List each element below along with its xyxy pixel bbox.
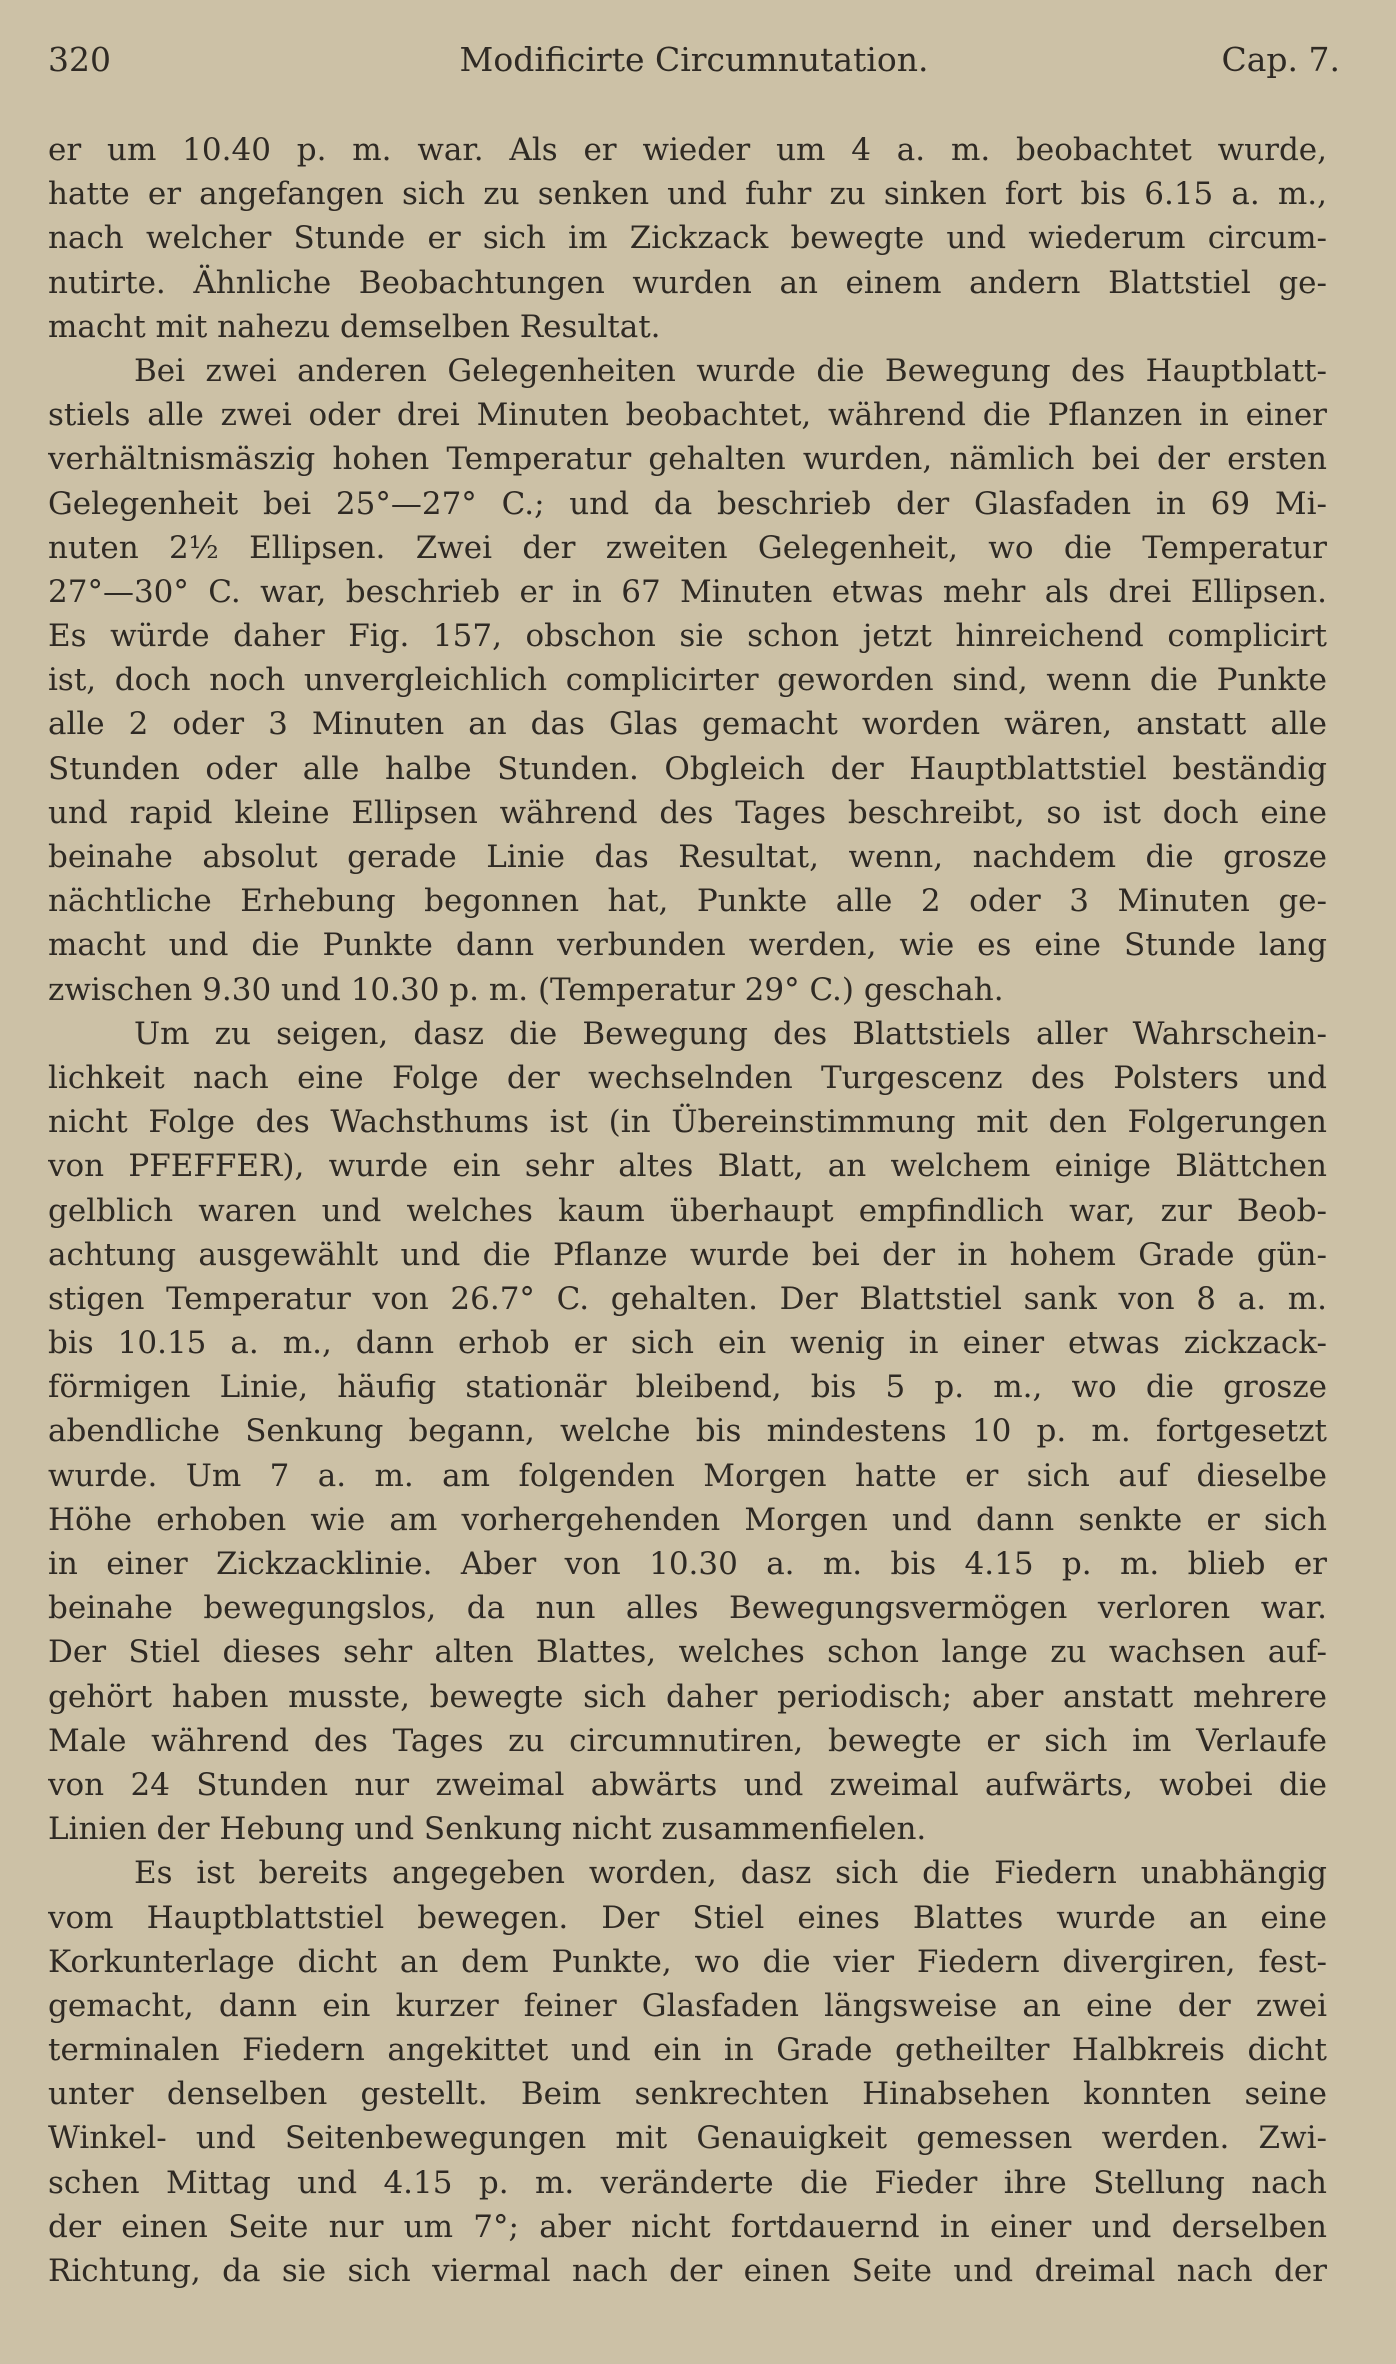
text-line: gemacht, dann ein kurzer feiner Glasfaden längsweise an eine der zwei bbox=[48, 1987, 1327, 2024]
text-line: Um zu seigen, dasz die Bewegung des Blattstiels aller Wahrschein- bbox=[134, 1015, 1327, 1052]
text-line: Der Stiel dieses sehr alten Blattes, welches schon lange zu wachsen auf- bbox=[48, 1634, 1327, 1671]
text-line: nicht Folge des Wachsthums ist (in Übereinstimmung mit den Folgerungen bbox=[48, 1104, 1327, 1141]
text-line: lichkeit nach eine Folge der wechselnden Turgescenz des Polsters und bbox=[48, 1059, 1327, 1096]
text-line: schen Mittag und 4.15 p. m. veränderte die Fieder ihre Stellung nach bbox=[48, 2164, 1327, 2201]
text-line: Es würde daher Fig. 157, obschon sie schon jetzt hinreichend complicirt bbox=[48, 618, 1327, 655]
text-line: unter denselben gestellt. Beim senkrechten Hinabsehen konnten seine bbox=[48, 2076, 1327, 2113]
text-line: Stunden oder alle halbe Stunden. Obgleich der Hauptblattstiel beständig bbox=[48, 750, 1327, 787]
text-line: Bei zwei anderen Gelegenheiten wurde die Bewegung des Hauptblatt- bbox=[134, 352, 1327, 389]
text-line: abendliche Senkung begann, welche bis mindestens 10 p. m. fortgesetzt bbox=[48, 1413, 1327, 1450]
text-line: stiels alle zwei oder drei Minuten beobachtet, während die Pflanzen in einer bbox=[48, 397, 1327, 434]
text-line: terminalen Fiedern angekittet und ein in Grade getheilter Halbkreis dicht bbox=[48, 2032, 1327, 2069]
text-line: förmigen Linie, häufig stationär bleibend, bis 5 p. m., wo die grosze bbox=[48, 1369, 1327, 1406]
text-line: zwischen 9.30 und 10.30 p. m. (Temperatur 29° C.) geschah. bbox=[48, 971, 1004, 1008]
text-line: macht mit nahezu demselben Resultat. bbox=[48, 308, 661, 345]
text-line: Male während des Tages zu circumnutiren, bewegte er sich im Verlaufe bbox=[48, 1722, 1327, 1759]
page-header bbox=[48, 38, 1340, 82]
text-line: nächtliche Erhebung begonnen hat, Punkte alle 2 oder 3 Minuten ge- bbox=[48, 883, 1327, 920]
text-line: gelblich waren und welches kaum überhaupt empfindlich war, zur Beob- bbox=[48, 1192, 1327, 1229]
text-line: ist, doch noch unvergleichlich complicirter geworden sind, wenn die Punkte bbox=[48, 662, 1327, 699]
text-line: von 24 Stunden nur zweimal abwärts und zweimal aufwärts, wobei die bbox=[48, 1766, 1327, 1803]
text-line: Linien der Hebung und Senkung nicht zusammenfielen. bbox=[48, 1811, 927, 1848]
text-line: alle 2 oder 3 Minuten an das Glas gemacht worden wären, anstatt alle bbox=[48, 706, 1327, 743]
text-line: der einen Seite nur um 7°; aber nicht fortdauernd in einer und derselben bbox=[48, 2208, 1327, 2245]
text-line: achtung ausgewählt und die Pflanze wurde bei der in hohem Grade gün- bbox=[48, 1236, 1327, 1273]
text-line: und rapid kleine Ellipsen während des Tages beschreibt, so ist doch eine bbox=[48, 794, 1327, 831]
text-line: Höhe erhoben wie am vorhergehenden Morgen und dann senkte er sich bbox=[48, 1501, 1327, 1538]
text-line: 27°—30° C. war, beschrieb er in 67 Minuten etwas mehr als drei Ellipsen. bbox=[48, 573, 1327, 610]
text-line: hatte er angefangen sich zu senken und fuhr zu sinken fort bis 6.15 a. m., bbox=[48, 176, 1327, 213]
text-line: verhältnismäszig hohen Temperatur gehalten wurden, nämlich bei der ersten bbox=[48, 441, 1327, 478]
text-line: stigen Temperatur von 26.7° C. gehalten. Der Blattstiel sank von 8 a. m. bbox=[48, 1280, 1327, 1317]
text-line: nuten 2½ Ellipsen. Zwei der zweiten Gelegenheit, wo die Temperatur bbox=[48, 529, 1327, 566]
text-line: Winkel- und Seitenbewegungen mit Genauigkeit gemessen werden. Zwi- bbox=[48, 2120, 1327, 2157]
text-line: nutirte. Ähnliche Beobachtungen wurden an einem andern Blattstiel ge- bbox=[48, 264, 1327, 301]
text-line: beinahe absolut gerade Linie das Resultat, wenn, nachdem die grosze bbox=[48, 839, 1327, 875]
text-line: er um 10.40 p. m. war. Als er wieder um 4 a. m. beobachtet wurde, bbox=[48, 132, 1327, 168]
text-line: von PFEFFER), wurde ein sehr altes Blatt, an welchem einige Blättchen bbox=[48, 1148, 1327, 1185]
text-line: vom Hauptblattstiel bewegen. Der Stiel eines Blattes wurde an eine bbox=[48, 1899, 1327, 1936]
text-line: Es ist bereits angegeben worden, dasz sich die Fiedern unabhängig bbox=[134, 1855, 1327, 1892]
chapter-label: Cap. 7. bbox=[1221, 40, 1340, 79]
text-line: wurde. Um 7 a. m. am folgenden Morgen hatte er sich auf dieselbe bbox=[48, 1457, 1327, 1494]
text-line: bis 10.15 a. m., dann erhob er sich ein wenig in einer etwas zickzack- bbox=[48, 1325, 1327, 1362]
text-line: nach welcher Stunde er sich im Zickzack bewegte und wiederum circum- bbox=[48, 220, 1327, 257]
text-line: beinahe bewegungslos, da nun alles Bewegungsvermögen verloren war. bbox=[48, 1590, 1327, 1627]
text-line: Korkunterlage dicht an dem Punkte, wo die vier Fiedern divergiren, fest- bbox=[48, 1943, 1327, 1980]
page-number: 320 bbox=[48, 40, 111, 79]
text-line: gehört haben musste, bewegte sich daher periodisch; aber anstatt mehrere bbox=[48, 1678, 1327, 1715]
running-title: Modificirte Circumnutation. bbox=[459, 40, 929, 79]
text-line: Gelegenheit bei 25°—27° C.; und da beschrieb der Glasfaden in 69 Mi- bbox=[48, 485, 1327, 522]
text-line: Richtung, da sie sich viermal nach der einen Seite und dreimal nach der bbox=[48, 2253, 1327, 2289]
text-line: macht und die Punkte dann verbunden werden, wie es eine Stunde lang bbox=[48, 927, 1327, 964]
text-line: in einer Zickzacklinie. Aber von 10.30 a. m. bis 4.15 p. m. blieb er bbox=[48, 1546, 1327, 1582]
body-text bbox=[48, 128, 1327, 2293]
